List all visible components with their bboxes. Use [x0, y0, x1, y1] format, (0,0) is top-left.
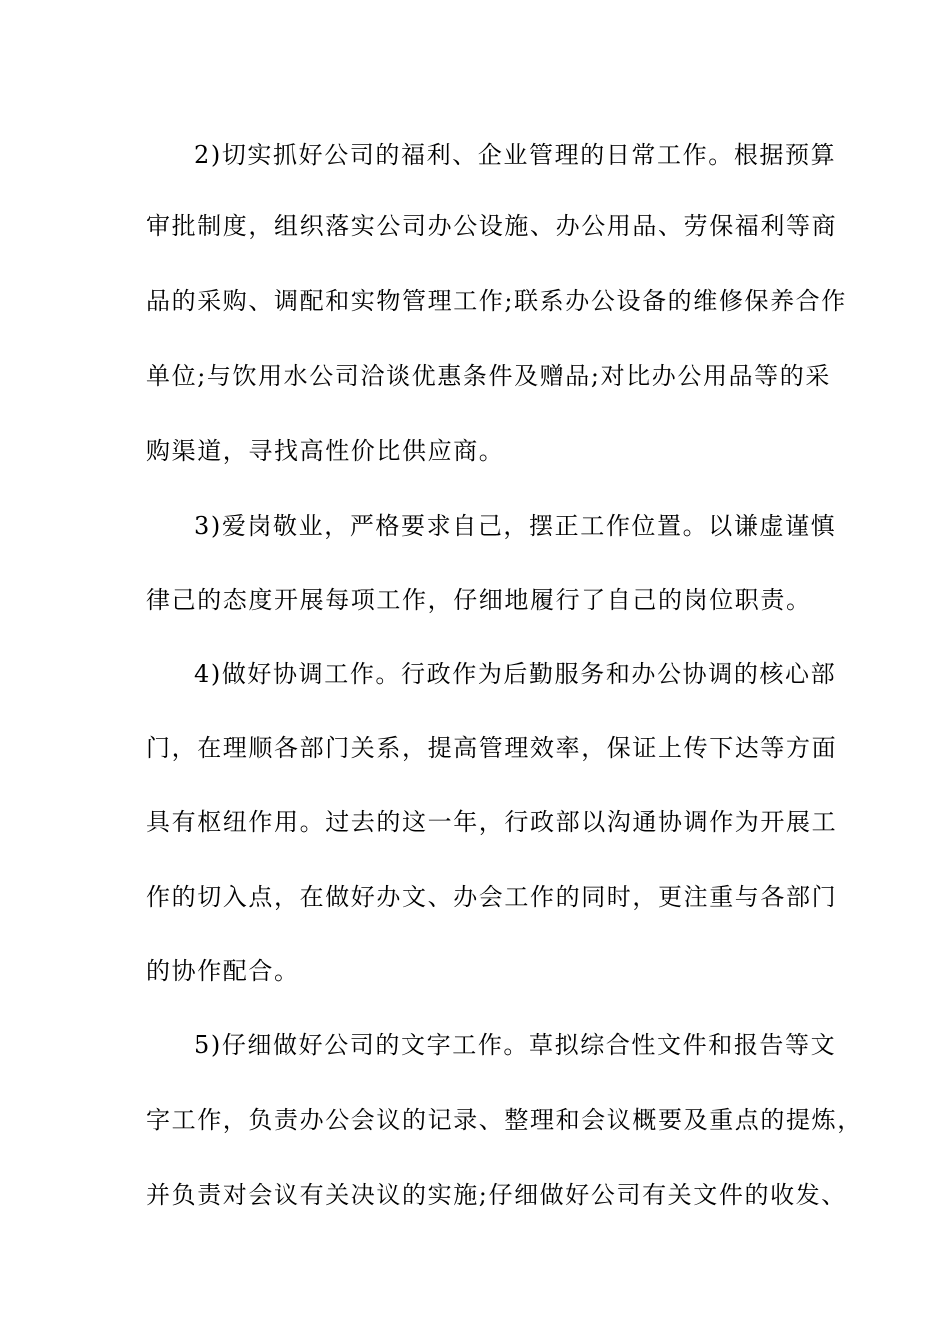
paragraph-4-line-2: 门，在理顺各部门关系，提高管理效率，保证上传下达等方面	[146, 734, 838, 762]
paragraph-2-line-1: 2)切实抓好公司的福利、企业管理的日常工作。根据预算	[194, 141, 837, 169]
paragraph-4-line-1: 4)做好协调工作。行政作为后勤服务和办公协调的核心部	[194, 660, 837, 688]
paragraph-4-line-4: 作的切入点，在做好办文、办会工作的同时，更注重与各部门	[146, 883, 838, 911]
paragraph-3-line-1: 3)爱岗敬业，严格要求自己，摆正工作位置。以谦虚谨慎	[194, 512, 837, 540]
paragraph-3-line-2: 律己的态度开展每项工作，仔细地履行了自己的岗位职责。	[146, 586, 812, 614]
paragraph-4-line-5: 的协作配合。	[146, 957, 300, 985]
paragraph-5-line-2: 字工作，负责办公会议的记录、整理和会议概要及重点的提炼，	[146, 1106, 863, 1134]
paragraph-2-line-3: 品的采购、调配和实物管理工作;联系办公设备的维修保养合作	[146, 287, 847, 315]
paragraph-2-line-4: 单位;与饮用水公司洽谈优惠条件及赠品;对比办公用品等的采	[146, 362, 831, 390]
paragraph-2-line-2: 审批制度，组织落实公司办公设施、办公用品、劳保福利等商	[146, 212, 838, 240]
paragraph-5-line-1: 5)仔细做好公司的文字工作。草拟综合性文件和报告等文	[194, 1031, 837, 1059]
paragraph-2-line-5: 购渠道，寻找高性价比供应商。	[146, 437, 505, 465]
paragraph-4-line-3: 具有枢纽作用。过去的这一年，行政部以沟通协调作为开展工	[146, 808, 838, 836]
paragraph-5-line-3: 并负责对会议有关决议的实施;仔细做好公司有关文件的收发、	[146, 1181, 847, 1209]
